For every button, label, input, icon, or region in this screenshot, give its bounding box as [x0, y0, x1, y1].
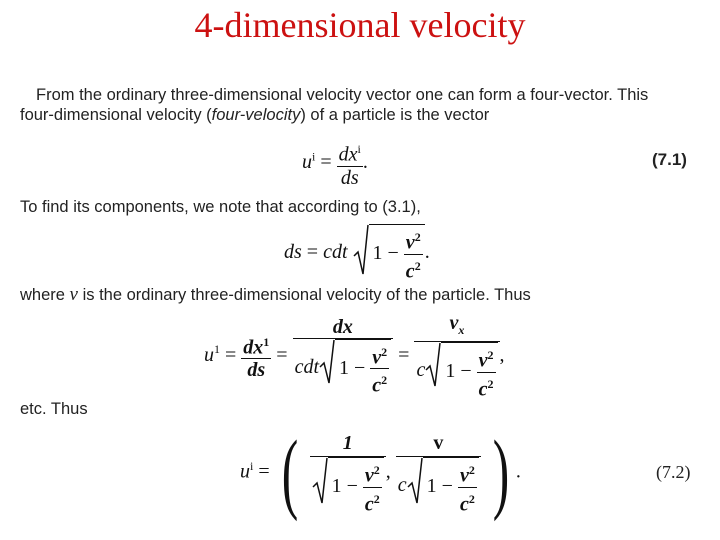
equation-7-2: $u^i$ = ( 1 1 − $\frac{v^2}{c^2}$ , v c 1 − $\frac{v^2}{c^2}$ ) . [240, 423, 521, 522]
four-velocity-term: four-velocity [211, 106, 301, 124]
equation-number-7-2: (7.2) [656, 462, 691, 482]
slide-title: 4-dimensional velocity [194, 5, 526, 45]
where-paragraph: where v is the ordinary three-dimensional velocity of the particle. Thus [20, 284, 531, 305]
components-paragraph: To find its components, we note that according to (3.1), [20, 198, 421, 216]
velocity-symbol: v [69, 284, 78, 305]
fraction-1-gamma: 1 1 − $\frac{v^2}{c^2}$ [310, 430, 386, 515]
equation-number-7-1: (7.1) [652, 150, 687, 169]
fraction-dx1-ds: $\frac{dx^1}{ds}$ [241, 331, 271, 382]
intro-paragraph [36, 84, 648, 106]
fraction-dx-cdt: dx cdt 1 − $\frac{v^2}{c^2}$ [293, 316, 394, 397]
equation-7-1: $u^i$ = $\frac{dx^i}{ds}$ . [302, 138, 368, 189]
fraction-vx-c: $v_x$ c 1 − $\frac{v^2}{c^2}$ [414, 312, 499, 400]
square-root: 1 − $\frac{v^2}{c^2}$ [353, 224, 425, 282]
equation-ds: ds = cdt 1 − $\frac{v^2}{c^2}$ . [284, 224, 430, 282]
fraction-dxi-ds: $\frac{dx^i}{ds}$ [337, 138, 363, 189]
left-parenthesis: ( [281, 423, 298, 522]
right-parenthesis: ) [492, 423, 510, 522]
fraction-v-gamma: v c 1 − $\frac{v^2}{c^2}$ [396, 430, 481, 515]
etc-paragraph: etc. Thus [20, 400, 88, 418]
intro-paragraph-line-2: four-dimensional velocity (four-velocity) of a particle is the vector [20, 106, 490, 124]
intro-line-1: From the ordinary three-dimensional velocity vector one can form a four-vector. This [36, 86, 649, 104]
equation-u1: $u^1$ = $\frac{dx^1}{ds}$ = dx cdt 1 − $\frac{v^2}{c^2}$ = $v_x$ c 1 − $\frac{v^2}{c^2}$ , [204, 312, 505, 401]
